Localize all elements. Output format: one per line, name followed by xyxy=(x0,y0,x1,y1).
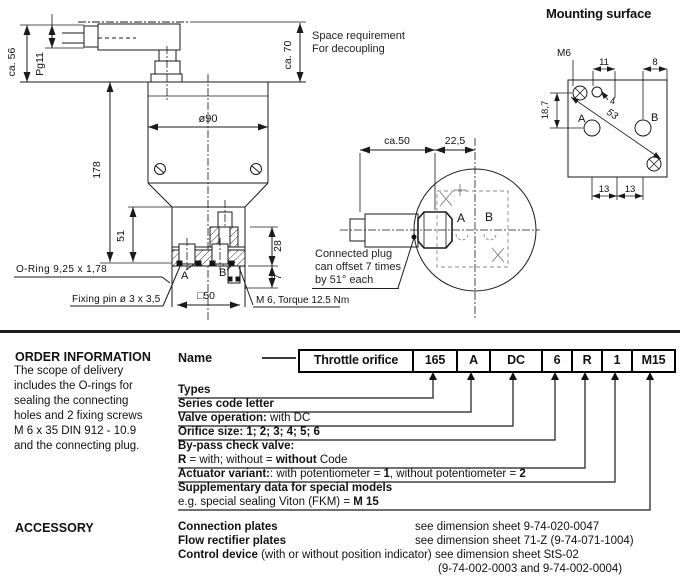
order-row-segment: Series code letter xyxy=(178,398,274,410)
plug-note-line2: can offset 7 times xyxy=(315,261,402,273)
accessory-heading: ACCESSORY xyxy=(15,521,94,535)
mounting-surface-title: Mounting surface xyxy=(546,6,652,21)
dim-pg11: Pg11 xyxy=(34,52,46,76)
order-row-segment: with DC xyxy=(266,412,311,424)
accessory-continuation: (9-74-002-0003 and 9-74-002-0004) xyxy=(438,563,623,575)
code-cell-5: R xyxy=(573,351,603,371)
label-fixing-pin: Fixing pin ø 3 x 3,5 xyxy=(72,294,161,305)
order-row-segment: Supplementary data for special models xyxy=(178,482,393,494)
order-row-7 xyxy=(178,482,392,495)
order-row-4 xyxy=(178,440,294,453)
order-row-segment: Types xyxy=(178,384,211,396)
dim-225: 22,5 xyxy=(444,135,466,147)
dim-51: 51 xyxy=(115,230,127,242)
accessory-label: Control device xyxy=(178,549,258,561)
mount-port-a: A xyxy=(578,113,586,125)
accessory-label: Connection plates xyxy=(178,521,278,533)
dim-11: 11 xyxy=(599,57,609,68)
paragraph-line: The scope of delivery xyxy=(14,365,124,377)
label-oring: O-Ring 9,25 x 1,78 xyxy=(16,264,108,275)
mount-port-b: B xyxy=(651,112,659,124)
code-cell-6: 1 xyxy=(603,351,633,371)
order-row-segment: = with; without = xyxy=(186,454,276,466)
code-cell-2: A xyxy=(458,351,491,371)
label-torque: M 6, Torque 12.5 Nm xyxy=(256,295,350,306)
code-cell-0: Throttle orifice xyxy=(300,351,414,371)
plug-detail-view xyxy=(340,120,540,320)
order-row-segment: R xyxy=(178,454,187,466)
dim-7: 7 xyxy=(272,274,284,280)
order-information-heading: ORDER INFORMATION xyxy=(15,350,151,364)
accessory-row-0 xyxy=(178,521,278,534)
dim-d90: ø90 xyxy=(198,113,218,125)
mounting-labels xyxy=(540,48,658,195)
dim-8: 8 xyxy=(652,57,658,68)
plug-note-line3: by 51° each xyxy=(315,274,374,286)
connected-plug-note xyxy=(315,248,401,287)
mounting-geometry xyxy=(550,60,667,200)
order-row-segment: Orifice size: 1; 2; 3; 4; 5; 6 xyxy=(178,426,320,438)
accessory-value-0: see dimension sheet 9-74-020-0047 xyxy=(415,521,600,533)
order-row-segment: e.g. special sealing Viton (FKM) = xyxy=(178,496,354,508)
order-row-8 xyxy=(178,496,379,509)
order-row-segment: M 15 xyxy=(353,496,379,508)
accessory-note: (with or without position indicator) see dimension sheet StS-02 xyxy=(257,549,579,561)
paragraph-line: sealing the connecting xyxy=(14,395,129,407)
dim-187: 18,7 xyxy=(540,100,551,120)
order-row-3 xyxy=(178,426,320,439)
order-row-segment: 1 xyxy=(383,468,390,480)
dim-ca50: ca.50 xyxy=(384,135,410,147)
port-b-label: B xyxy=(219,267,227,279)
plug-note-underline xyxy=(312,288,399,289)
paragraph-line: holes and 2 fixing screws xyxy=(14,410,143,422)
code-cell-4: 6 xyxy=(543,351,573,371)
paragraph-line: and the connecting plug. xyxy=(14,440,140,452)
code-cell-3: DC xyxy=(491,351,543,371)
space-requirement-note xyxy=(312,30,405,56)
dim-sq50: □50 xyxy=(196,290,216,302)
detail-port-b: B xyxy=(485,210,494,224)
plug-note-line1: Connected plug xyxy=(315,248,393,260)
code-cell-7: M15 xyxy=(641,353,666,367)
dim-53: 53 xyxy=(604,106,620,123)
accessory-row-1 xyxy=(178,535,286,548)
paragraph-line: includes the O-rings for xyxy=(14,380,133,392)
accessory-label: Flow rectifier plates xyxy=(178,535,287,547)
order-row-1 xyxy=(178,398,274,411)
dim-m6: M6 xyxy=(557,48,571,59)
detail-port-a: A xyxy=(457,211,466,225)
order-row-segment: Actuator variant: xyxy=(178,468,271,480)
dim-178: 178 xyxy=(91,161,103,179)
order-row-segment: without xyxy=(275,454,317,466)
dim-28: 28 xyxy=(272,240,284,252)
order-row-segment: Valve operation: xyxy=(178,412,267,424)
order-row-segment: Code xyxy=(316,454,348,466)
order-row-segment: : with potentiometer = xyxy=(270,468,384,480)
order-row-6 xyxy=(178,468,526,481)
mounting-surface-drawing xyxy=(540,40,680,210)
paragraph-line: M 6 x 35 DIN 912 - 10.9 xyxy=(14,425,137,437)
code-cell-1: 165 xyxy=(414,351,458,371)
order-row-segment: , without potentiometer = xyxy=(389,468,520,480)
order-arrows xyxy=(429,372,654,380)
name-label: Name xyxy=(178,351,213,365)
order-row-segment: By-pass check valve: xyxy=(178,440,295,452)
dim-13-left: 13 xyxy=(598,184,610,195)
dim-4: 4 xyxy=(610,96,616,106)
order-row-0 xyxy=(178,384,210,397)
accessory-value-1: see dimension sheet 71-Z (9-74-071-1004) xyxy=(415,535,634,547)
dim-13-right: 13 xyxy=(624,184,636,195)
order-row-segment: 2 xyxy=(519,468,526,480)
space-note-line2: For decoupling xyxy=(312,43,385,55)
space-note-line1: Space requirement xyxy=(312,30,405,42)
accessory-row-2 xyxy=(178,549,579,562)
detail-geometry xyxy=(340,138,540,320)
order-row-2 xyxy=(178,412,310,425)
dim-ca56: ca. 56 xyxy=(6,47,18,77)
dim-ca70: ca. 70 xyxy=(282,40,294,70)
order-row-5 xyxy=(178,454,347,467)
port-a-label: A xyxy=(181,270,189,282)
